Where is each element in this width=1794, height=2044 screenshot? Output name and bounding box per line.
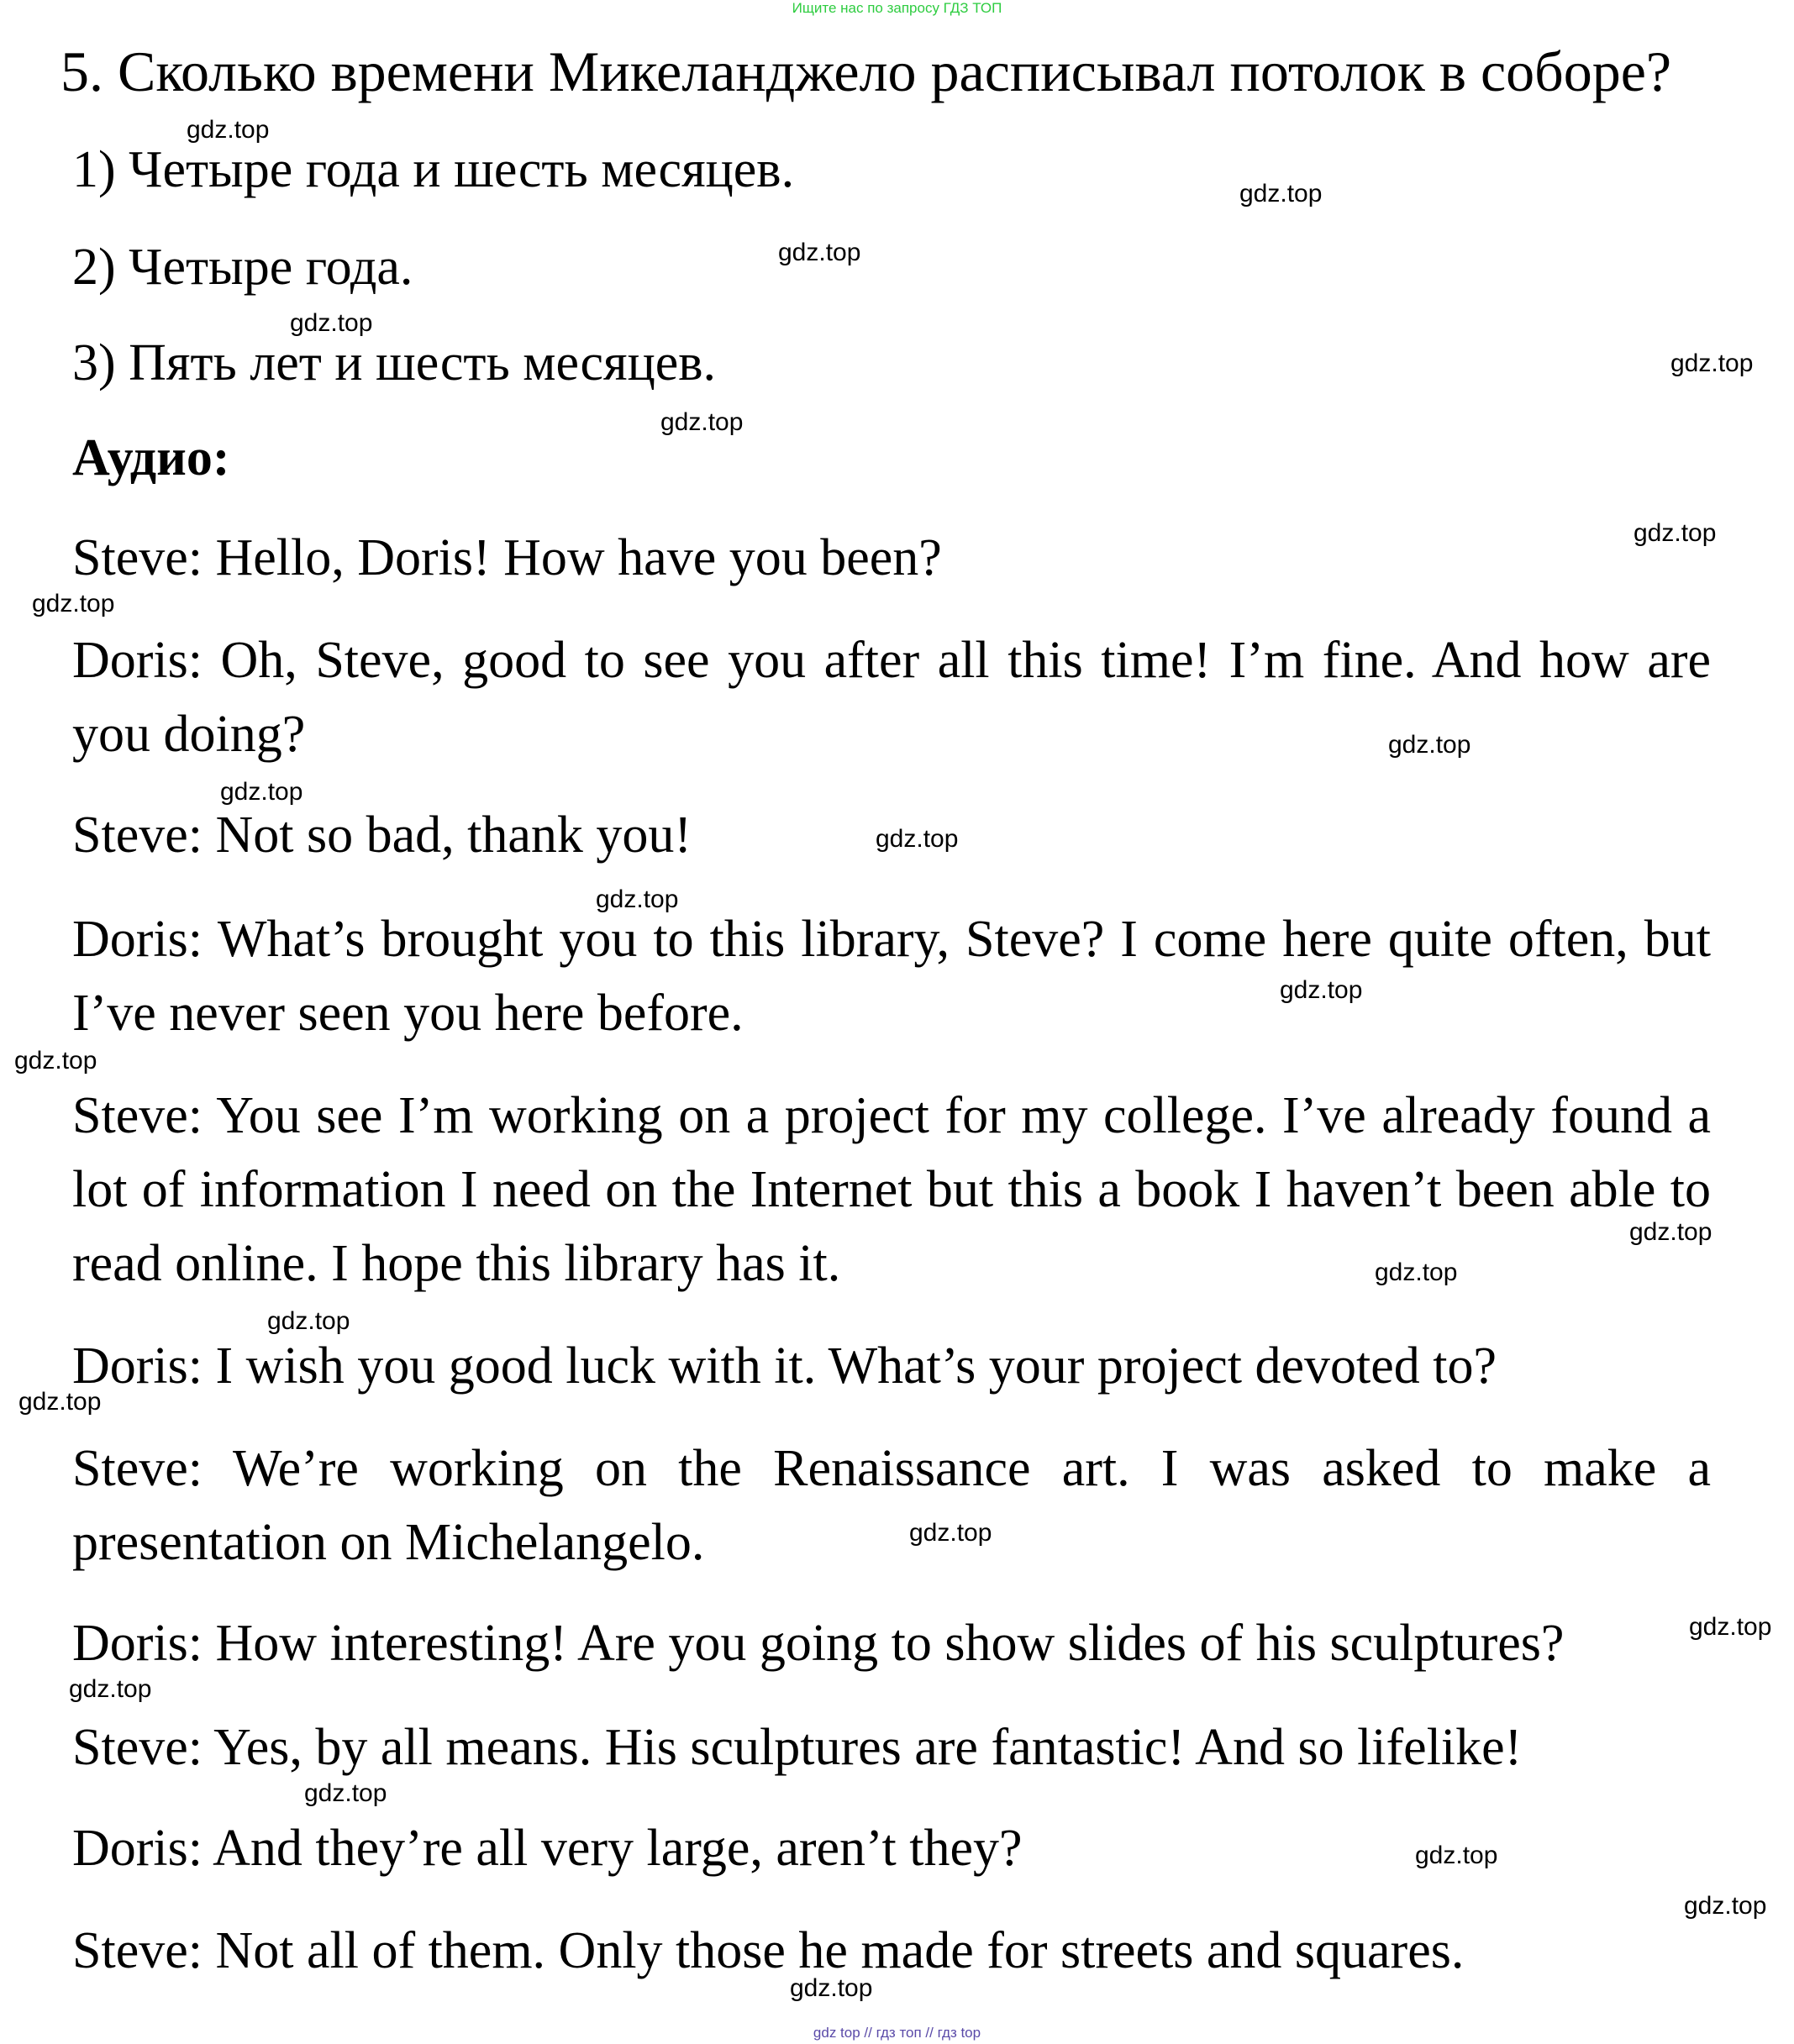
dialogue-line-2: Doris: Oh, Steve, good to see you after all this time! I’m fine. And how are you doing? xyxy=(72,632,1711,763)
dialogue-line-9: Steve: Yes, by all means. His sculptures are fantastic! And so lifelike! xyxy=(72,1719,1523,1776)
dialogue-line-1: Steve: Hello, Doris! How have you been? xyxy=(72,529,942,586)
watermark: gdz.top xyxy=(790,1974,873,2002)
watermark: gdz.top xyxy=(909,1519,992,1547)
dialogue-line-10: Doris: And they’re all very large, aren’t they? xyxy=(72,1820,1023,1877)
answer-option-1: 1) Четыре года и шесть месяцев. xyxy=(72,141,795,198)
watermark: gdz.top xyxy=(1684,1892,1767,1920)
dialogue-line-8: Doris: How interesting! Are you going to show slides of his sculptures? xyxy=(72,1615,1565,1672)
bottom-footer-hint: gdz top // гдз топ // гдз top xyxy=(813,2025,981,2041)
question-title: 5. Сколько времени Микеланджело расписывал потолок в соборе? xyxy=(61,39,1672,103)
watermark: gdz.top xyxy=(1239,180,1323,208)
watermark: gdz.top xyxy=(1670,349,1754,377)
watermark: gdz.top xyxy=(660,408,744,436)
answer-option-2: 2) Четыре года. xyxy=(72,239,413,296)
dialogue-line-11: Steve: Not all of them. Only those he made for streets and squares. xyxy=(72,1922,1465,1979)
watermark: gdz.top xyxy=(1689,1613,1772,1641)
watermark: gdz.top xyxy=(596,885,679,913)
watermark: gdz.top xyxy=(1415,1842,1498,1869)
watermark: gdz.top xyxy=(220,778,303,806)
watermark: gdz.top xyxy=(1634,519,1717,547)
watermark: gdz.top xyxy=(187,116,270,144)
watermark: gdz.top xyxy=(876,825,959,853)
answer-option-3: 3) Пять лет и шесть месяцев. xyxy=(72,334,717,391)
watermark: gdz.top xyxy=(304,1779,387,1807)
dialogue-line-4: Doris: What’s brought you to this library, Steve? I come here quite often, but I’ve never seen you here before. xyxy=(72,911,1711,1042)
watermark: gdz.top xyxy=(290,309,373,337)
watermark: gdz.top xyxy=(69,1675,152,1703)
watermark: gdz.top xyxy=(267,1307,350,1335)
dialogue-line-6: Doris: I wish you good luck with it. What’s your project devoted to? xyxy=(72,1337,1497,1395)
dialogue-line-3: Steve: Not so bad, thank you! xyxy=(72,807,692,864)
watermark: gdz.top xyxy=(18,1388,102,1416)
watermark: gdz.top xyxy=(1280,976,1363,1004)
watermark: gdz.top xyxy=(32,590,115,617)
watermark: gdz.top xyxy=(14,1047,97,1075)
dialogue-line-5: Steve: You see I’m working on a project for my college. I’ve already found a lot of information I need on the Internet but this a book I haven’t been able to read online. I hope this library has it. xyxy=(72,1087,1711,1292)
top-search-hint: Ищите нас по запросу ГДЗ ТОП xyxy=(792,0,1002,16)
dialogue-line-7: Steve: We’re working on the Renaissance art. I was asked to make a presentation on Michelangelo. xyxy=(72,1440,1711,1571)
watermark: gdz.top xyxy=(1375,1258,1458,1286)
watermark: gdz.top xyxy=(1629,1218,1712,1246)
watermark: gdz.top xyxy=(778,239,861,266)
watermark: gdz.top xyxy=(1388,731,1471,759)
audio-heading: Аудио: xyxy=(72,429,230,486)
